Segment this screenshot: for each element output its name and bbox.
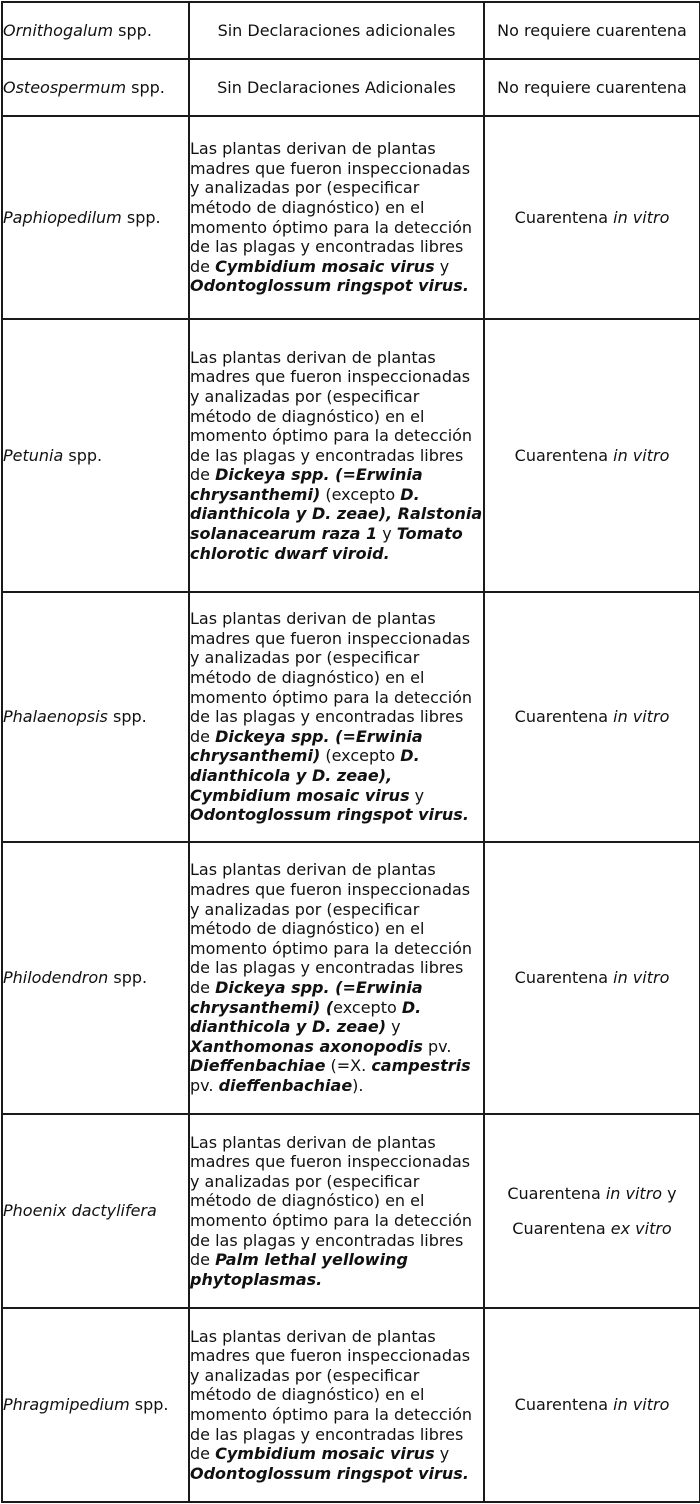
- pest-name: Dickeya spp. (=Erwinia chrysanthemi): [190, 726, 423, 766]
- genus-name: Phoenix dactylifera: [3, 1201, 157, 1221]
- connector-text: pv.: [422, 1036, 452, 1056]
- pest-name: Xanthomonas axonopodis: [190, 1036, 423, 1056]
- connector-text: y: [434, 256, 450, 276]
- pest-name: Odontoglossum ringspot virus.: [190, 805, 469, 825]
- connector-text: y: [434, 1444, 450, 1464]
- connector-text: ).: [352, 1075, 364, 1095]
- pest-name: campestris: [371, 1056, 471, 1076]
- pest-name: Cymbidium mosaic virus: [215, 1444, 435, 1464]
- genus-name: Phragmipedium: [3, 1395, 130, 1415]
- connector-text: y: [409, 785, 425, 805]
- quarantine-type: in vitro: [613, 207, 670, 227]
- pest-name: Palm lethal yellowing phytoplasmas.: [190, 1250, 408, 1289]
- quarantine-cell: [484, 842, 700, 1114]
- genus-suffix: spp.: [107, 707, 147, 727]
- quarantine-type: in vitro: [613, 968, 670, 988]
- quarantine-prefix: Cuarentena: [514, 445, 614, 465]
- quarantine-type: in vitro: [613, 1395, 670, 1415]
- table-row: [2, 1114, 700, 1308]
- quarantine-line: [485, 1219, 699, 1239]
- genus-name: Paphiopedilum: [3, 207, 122, 227]
- pest-name: D. dianthicola y D. zeae), Ralstonia solanacearum raza 1: [190, 484, 483, 544]
- connector-text: (excepto: [320, 484, 401, 504]
- connector-text: y: [386, 1017, 401, 1037]
- pest-name: Dieffenbachiae: [190, 1056, 326, 1076]
- genus-suffix: spp.: [129, 1395, 169, 1415]
- quarantine-prefix: Cuarentena: [507, 1183, 606, 1203]
- quarantine-prefix: Cuarentena: [514, 707, 614, 727]
- species-cell: [2, 842, 189, 1114]
- pest-name: dieffenbachiae: [218, 1075, 353, 1095]
- declaration-intro: Las plantas derivan de plantas madres que fueron inspeccionadas y analizadas por (especificar método de diagnóstico) en el momento óptimo para la detección de las plagas y encontradas libres de: [190, 139, 473, 276]
- declaration-intro: Las plantas derivan de plantas madres que fueron inspeccionadas y analizadas por (especificar método de diagnóstico) en el momento óptimo para la detección de las plagas y encontradas libres de: [190, 860, 473, 997]
- table-row: [2, 319, 700, 592]
- genus-name: Osteospermum: [3, 77, 127, 97]
- quarantine-type: in vitro: [613, 445, 670, 465]
- genus-name: Philodendron: [3, 968, 109, 988]
- genus-suffix: spp.: [121, 207, 161, 227]
- species-cell: [2, 116, 189, 319]
- requirements-table: [1, 1, 700, 1503]
- genus-suffix: spp.: [113, 20, 152, 40]
- declaration-cell: [189, 319, 484, 592]
- species-cell: [2, 1308, 189, 1502]
- quarantine-type: in vitro: [605, 1183, 663, 1203]
- declaration-cell: [189, 1308, 484, 1502]
- quarantine-cell: [484, 1308, 700, 1502]
- declaration-cell: [189, 116, 484, 319]
- pest-name: Odontoglossum ringspot virus.: [190, 276, 469, 296]
- genus-suffix: spp.: [126, 77, 165, 97]
- quarantine-prefix: Cuarentena: [514, 207, 614, 227]
- declaration-intro: Las plantas derivan de plantas madres que fueron inspeccionadas y analizadas por (especificar método de diagnóstico) en el momento óptimo para la detección de las plagas y encontradas libres de: [190, 1326, 473, 1464]
- table-row: [2, 59, 700, 116]
- quarantine-cell: No requiere cuarentena: [484, 59, 700, 116]
- quarantine-cell: No requiere cuarentena: [484, 2, 700, 59]
- table-row: [2, 2, 700, 59]
- quarantine-cell: [484, 116, 700, 319]
- connector-text: pv.: [190, 1075, 219, 1095]
- pest-name: D. dianthicola y D. zeae), Cymbidium mosaic virus: [190, 746, 420, 805]
- pest-name: Odontoglossum ringspot virus.: [190, 1463, 469, 1483]
- quarantine-cell: [484, 319, 700, 592]
- declaration-cell: Sin Declaraciones Adicionales: [189, 59, 484, 116]
- table-row: [2, 116, 700, 319]
- quarantine-cell: [484, 592, 700, 842]
- species-cell: [2, 59, 189, 116]
- table-row: [2, 592, 700, 842]
- pest-name: Dickeya spp. (=Erwinia chrysanthemi): [190, 465, 423, 504]
- table-row: [2, 1308, 700, 1502]
- quarantine-type: in vitro: [613, 707, 670, 727]
- declaration-intro: Las plantas derivan de plantas madres que fueron inspeccionadas y analizadas por (especificar método de diagnóstico) en el momento óptimo para la detección de las plagas y encontradas libres de: [190, 347, 473, 485]
- quarantine-type: ex vitro: [610, 1218, 672, 1238]
- declaration-cell: [189, 1114, 484, 1308]
- connector-text: (=X.: [325, 1056, 372, 1076]
- pest-name: Dickeya spp. (=Erwinia chrysanthemi) (: [190, 978, 423, 1017]
- pest-name: Cymbidium mosaic virus: [215, 256, 435, 276]
- quarantine-prefix: Cuarentena: [514, 1395, 614, 1415]
- species-cell: [2, 2, 189, 59]
- genus-suffix: spp.: [108, 968, 148, 988]
- genus-suffix: spp.: [63, 445, 103, 465]
- connector-text: (excepto: [320, 746, 401, 766]
- species-cell: [2, 1114, 189, 1308]
- genus-name: Phalaenopsis: [3, 707, 108, 727]
- declaration-cell: Sin Declaraciones adicionales: [189, 2, 484, 59]
- declaration-intro: Las plantas derivan de plantas madres que fueron inspeccionadas y analizadas por (especificar método de diagnóstico) en el momento óptimo para la detección de las plagas y encontradas libres de: [190, 609, 473, 746]
- quarantine-line: [485, 1184, 699, 1204]
- genus-name: Ornithogalum: [3, 20, 114, 40]
- species-cell: [2, 319, 189, 592]
- connector-text: y: [662, 1183, 677, 1203]
- quarantine-cell: [484, 1114, 700, 1308]
- connector-text: y: [377, 524, 397, 544]
- declaration-cell: [189, 842, 484, 1114]
- declaration-intro: Las plantas derivan de plantas madres que fueron inspeccionadas y analizadas por (especificar método de diagnóstico) en el momento óptimo para la detección de las plagas y encontradas libres de: [190, 1132, 473, 1270]
- declaration-cell: [189, 592, 484, 842]
- pest-name: D. dianthicola y D. zeae): [190, 997, 422, 1037]
- quarantine-prefix: Cuarentena: [514, 968, 614, 988]
- species-cell: [2, 592, 189, 842]
- quarantine-prefix: Cuarentena: [512, 1218, 611, 1238]
- pest-name: Tomato chlorotic dwarf viroid.: [190, 524, 463, 563]
- connector-text: excepto: [333, 997, 402, 1017]
- genus-name: Petunia: [3, 445, 64, 465]
- table-row: [2, 842, 700, 1114]
